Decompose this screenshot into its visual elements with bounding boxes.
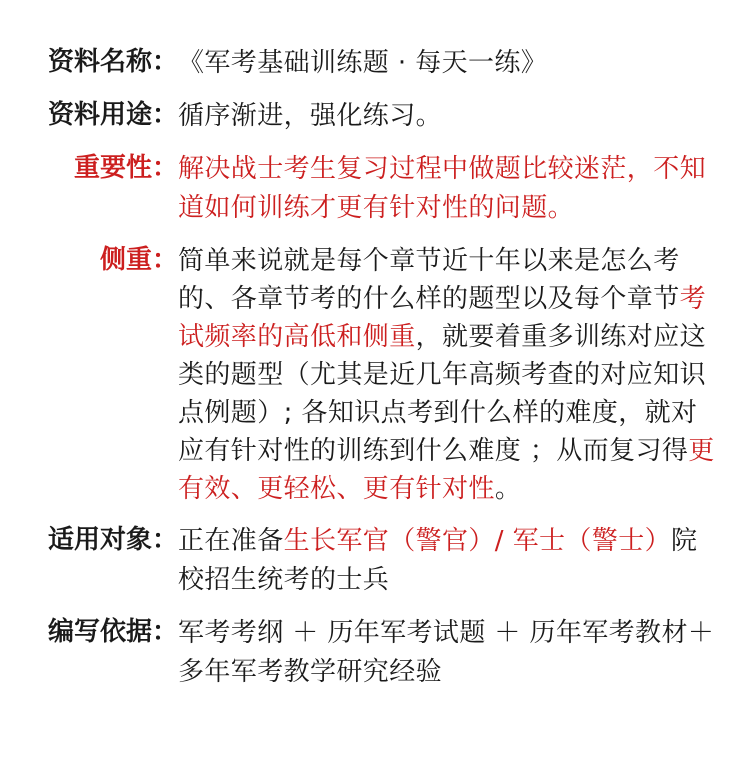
target-text-2: 院校招生统考的士兵 — [178, 526, 698, 595]
field-target-value — [178, 522, 718, 600]
field-name-value: 《军考基础训练题 · 每天一练》 — [178, 48, 548, 78]
target-text-1: 正在准备 — [178, 526, 284, 556]
field-focus-row — [0, 242, 750, 508]
focus-text-2: ，就要着重多训练对应这类的题型（尤其是近几年高频考查的对应知识点例题）; 各知识点考到什么样的难度，就对应有针对性的训练到什么难度 ；从而复习得 — [178, 322, 707, 466]
field-basis-row — [0, 614, 750, 692]
focus-text-3: 。 — [494, 474, 522, 504]
field-name-label: 资料名称： — [47, 47, 178, 77]
target-highlight: 生长军官（警官）/ 军士（警士） — [283, 526, 672, 556]
field-basis-label: 编写依据： — [47, 617, 178, 647]
focus-highlight-2: 更有效、更轻松、更有针对性 — [178, 436, 715, 504]
field-purpose-value: 循序渐进，强化练习。 — [178, 101, 443, 131]
field-basis-value: 军考考纲 ＋ 历年军考试题 ＋ 历年军考教材＋多年军考教学研究经验 — [178, 618, 715, 687]
field-importance-row — [0, 150, 750, 228]
field-focus-value — [178, 242, 718, 508]
field-name-row — [0, 44, 750, 83]
field-purpose-row — [0, 97, 750, 136]
field-importance-label: 重要性： — [73, 153, 178, 183]
field-importance-value: 解决战士考生复习过程中做题比较迷茫，不知道如何训练才更有针对性的问题。 — [178, 154, 707, 223]
field-focus-label: 侧重： — [99, 245, 178, 275]
field-target-row — [0, 522, 750, 600]
focus-highlight-1: 考试频率的高低和侧重 — [178, 284, 707, 352]
field-target-label: 适用对象： — [47, 525, 178, 555]
field-purpose-label: 资料用途： — [47, 100, 178, 130]
focus-text-1: 简单来说就是每个章节近十年以来是怎么考的、各章节考的什么样的题型以及每个章节 — [178, 246, 680, 314]
